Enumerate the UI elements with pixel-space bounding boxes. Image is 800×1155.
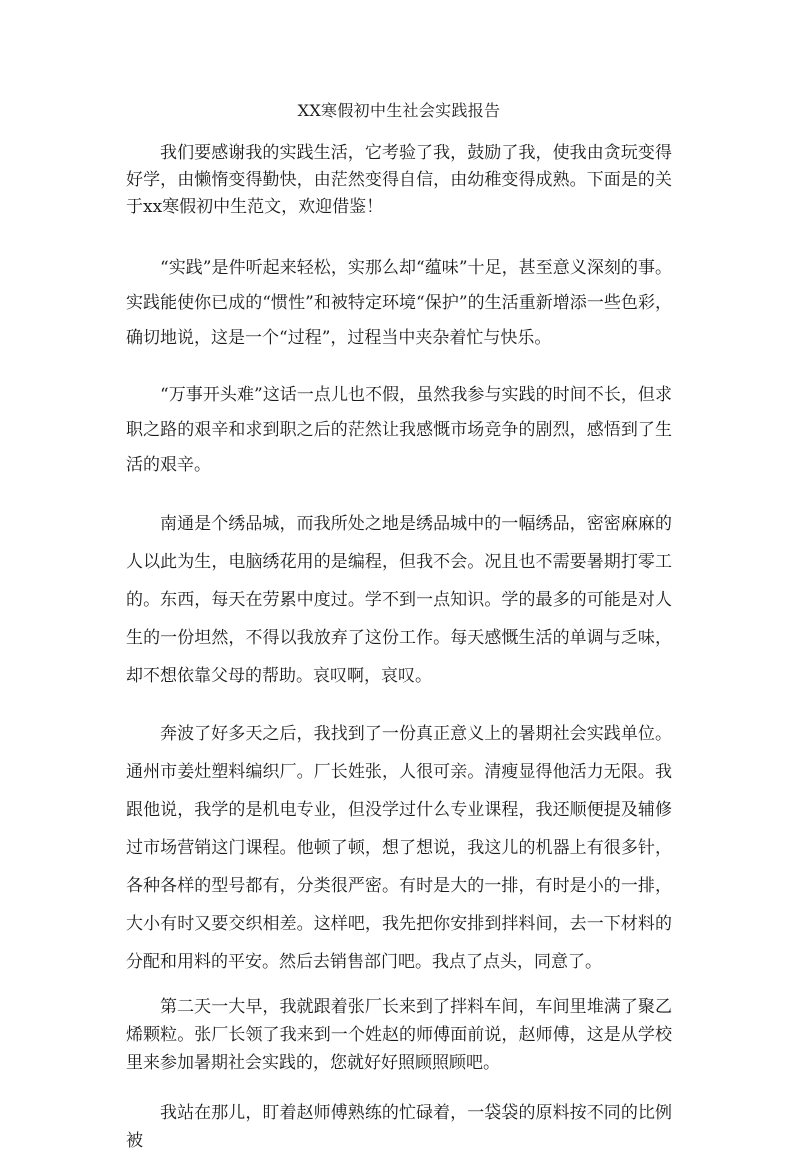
document-title: XX寒假初中生社会实践报告 bbox=[297, 101, 501, 120]
paragraph-watching-master: 我站在那儿，盯着赵师傅熟练的忙碌着，一袋袋的原料按不同的比例被 bbox=[126, 1103, 672, 1151]
paragraph-practice-meaning: “实践”是件听起来轻松，实那么却“蕴味”十足，甚至意义深刻的事。实践能使你已成的“惯性”和被特定环境“保护”的生活重新增添一些色彩，确切地说，这是一个“过程”，过程当中夹杂着忙与快乐。 bbox=[126, 258, 672, 348]
paragraph-intro: 我们要感谢我的实践生活，它考验了我，鼓励了我，使我由贪玩变得好学，由懒惰变得勤快，由茫然变得自信，由幼稚变得成熟。下面是的关于xx寒假初中生范文，欢迎借鉴！ bbox=[126, 143, 672, 217]
paragraph-factory-job: 奔波了好多天之后，我找到了一份真正意义上的暑期社会实践单位。通州市姜灶塑料编织厂。厂长姓张，人很可亲。清瘦显得他活力无限。我跟他说，我学的是机电专业，但没学过什么专业课程，我还顺便提及辅修过市场营销这门课程。他顿了顿，想了想说，我这儿的机器上有很多针，各种各样的型号都有，分类很严密。有时是大的一排，有时是小的一排，大小有时又要交织相差。这样吧，我先把你安排到拌料间，去一下材料的分配和用料的平安。然后去销售部门吧。我点了点头，同意了。 bbox=[126, 724, 672, 972]
paragraph-mixing-workshop: 第二天一大早，我就跟着张厂长来到了拌料车间，车间里堆满了聚乙烯颗粒。张厂长领了我来到一个姓赵的师傅面前说，赵师傅，这是从学校里来参加暑期社会实践的，您就好好照顾照顾吧。 bbox=[126, 997, 672, 1073]
paragraph-hard-beginning: “万事开头难”这话一点儿也不假，虽然我参与实践的时间不长，但求职之路的艰辛和求到职之后的茫然让我感慨市场竞争的剧烈，感悟到了生活的艰辛。 bbox=[126, 385, 672, 475]
paragraph-nantong-embroidery: 南通是个绣品城，而我所处之地是绣品城中的一幅绣品，密密麻麻的人以此为生，电脑绣花用的是编程，但我不会。况且也不需要暑期打零工的。东西，每天在劳累中度过。学不到一点知识。学的最多的可能是对人生的一份坦然，不得以我放弃了这份工作。每天感慨生活的单调与乏味，却不想依靠父母的帮助。哀叹啊，哀叹。 bbox=[126, 514, 672, 686]
